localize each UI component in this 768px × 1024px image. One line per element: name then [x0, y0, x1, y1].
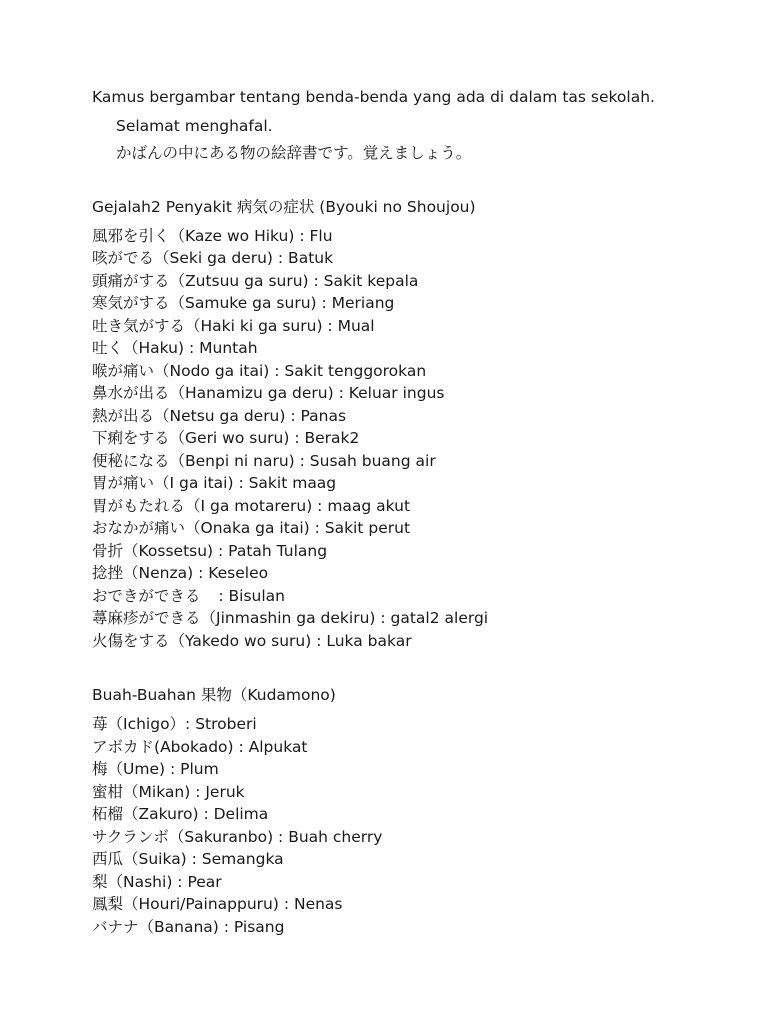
item-jp: 鳳梨: [92, 895, 124, 913]
item-detail: （Kaze wo Hiku) : Flu: [169, 227, 333, 245]
item-jp: バナナ: [92, 918, 139, 936]
item-jp: おできができる: [92, 587, 201, 605]
item-detail: （Benpi ni naru) : Susah buang air: [169, 452, 436, 470]
item-jp: 胃が痛い: [92, 474, 155, 492]
list-item: [92, 758, 219, 780]
item-detail: （I ga itai) : Sakit maag: [154, 474, 337, 492]
item-detail: （Jinmashin ga dekiru) : gatal2 alergi: [200, 609, 489, 627]
item-jp: 骨折: [92, 542, 124, 560]
list-item: [92, 893, 343, 915]
list-item: [92, 562, 268, 584]
item-jp: 蜜柑: [92, 783, 124, 801]
item-detail: （Haki ki ga suru) : Mual: [185, 317, 375, 335]
item-detail: （Ume) : Plum: [107, 760, 219, 778]
item-detail: （Zakuro) : Delima: [123, 805, 269, 823]
list-item: [92, 292, 394, 314]
section-heading-symptoms: Gejalah2 Penyakit 病気の症状 (Byouki no Shoujou): [92, 198, 476, 216]
list-item: [92, 270, 418, 292]
item-jp: サクランボ: [92, 828, 169, 846]
item-jp: 梨: [92, 873, 108, 891]
item-jp: 柘榴: [92, 805, 124, 823]
list-item: [92, 871, 222, 893]
item-jp: 捻挫: [92, 564, 124, 582]
list-item: [92, 916, 284, 938]
item-detail: （Nashi) : Pear: [107, 873, 222, 891]
item-detail: （Netsu ga deru) : Panas: [154, 407, 347, 425]
list-item: [92, 607, 488, 629]
item-jp: 便秘になる: [92, 452, 170, 470]
list-item: [92, 826, 382, 848]
list-item: [92, 803, 268, 825]
list-item: [92, 225, 333, 247]
item-jp: 火傷をする: [92, 632, 170, 650]
item-jp: 下痢をする: [92, 429, 170, 447]
item-detail: （Mikan) : Jeruk: [123, 783, 245, 801]
item-detail: （Seki ga deru) : Batuk: [154, 249, 334, 267]
list-item: [92, 472, 336, 494]
list-item: [92, 517, 410, 539]
item-detail: （Nodo ga itai) : Sakit tenggorokan: [154, 362, 427, 380]
item-jp: 梅: [92, 760, 108, 778]
intro-line-2: Selamat menghafal.: [116, 117, 273, 135]
item-detail: （Suika) : Semangka: [123, 850, 284, 868]
item-detail: : Bisulan: [218, 587, 285, 605]
intro-line-1: Kamus bergambar tentang benda-benda yang ada di dalam tas sekolah.: [92, 88, 655, 106]
list-item: [92, 630, 412, 652]
item-detail: （Hanamizu ga deru) : Keluar ingus: [169, 384, 445, 402]
item-jp: 寒気がする: [92, 294, 170, 312]
item-detail: （Ichigo）: Stroberi: [107, 715, 257, 733]
item-detail: （Zutsuu ga suru) : Sakit kepala: [169, 272, 419, 290]
item-jp: 喉が痛い: [92, 362, 155, 380]
section-heading-fruits: Buah-Buahan 果物（Kudamono): [92, 686, 336, 704]
item-detail: （Geri wo suru) : Berak2: [169, 429, 360, 447]
item-jp: おなかが痛い: [92, 519, 186, 537]
list-item: [92, 405, 346, 427]
list-item: [92, 736, 308, 758]
item-jp: 頭痛がする: [92, 272, 170, 290]
item-jp: 苺: [92, 715, 108, 733]
item-detail: （Samuke ga suru) : Meriang: [169, 294, 395, 312]
list-item: [92, 360, 426, 382]
list-item: [92, 247, 333, 269]
item-jp: 西瓜: [92, 850, 124, 868]
item-jp: 鼻水が出る: [92, 384, 170, 402]
item-detail: （Nenza) : Keseleo: [123, 564, 269, 582]
list-item: [92, 781, 245, 803]
list-item: [92, 585, 285, 607]
item-detail: （I ga motareru) : maag akut: [185, 497, 411, 515]
item-detail: （Houri/Painappuru) : Nenas: [123, 895, 343, 913]
list-item: [92, 450, 436, 472]
item-jp: 吐く: [92, 339, 124, 357]
item-detail: （Onaka ga itai) : Sakit perut: [185, 519, 411, 537]
list-item: [92, 382, 444, 404]
list-item: [92, 495, 410, 517]
list-item: [92, 713, 257, 735]
item-jp: 吐き気がする: [92, 317, 186, 335]
item-detail: （Kossetsu) : Patah Tulang: [123, 542, 328, 560]
list-item: [92, 848, 284, 870]
list-item: [92, 427, 359, 449]
item-detail: (Abokado) : Alpukat: [154, 738, 308, 756]
list-item: [92, 337, 258, 359]
item-jp: 咳がでる: [92, 249, 155, 267]
item-detail: （Banana) : Pisang: [138, 918, 285, 936]
item-detail: （Yakedo wo suru) : Luka bakar: [169, 632, 412, 650]
item-jp: 風邪を引く: [92, 227, 170, 245]
list-item: [92, 315, 375, 337]
list-item: [92, 540, 327, 562]
item-detail: （Haku) : Muntah: [123, 339, 258, 357]
item-jp: アボカド: [92, 738, 155, 756]
intro-line-3: かばんの中にある物の絵辞書です。覚えましょう。: [116, 144, 472, 162]
item-detail: （Sakuranbo) : Buah cherry: [168, 828, 383, 846]
item-jp: 胃がもたれる: [92, 497, 186, 515]
item-jp: 蕁麻疹ができる: [92, 609, 201, 627]
item-jp: 熱が出る: [92, 407, 155, 425]
